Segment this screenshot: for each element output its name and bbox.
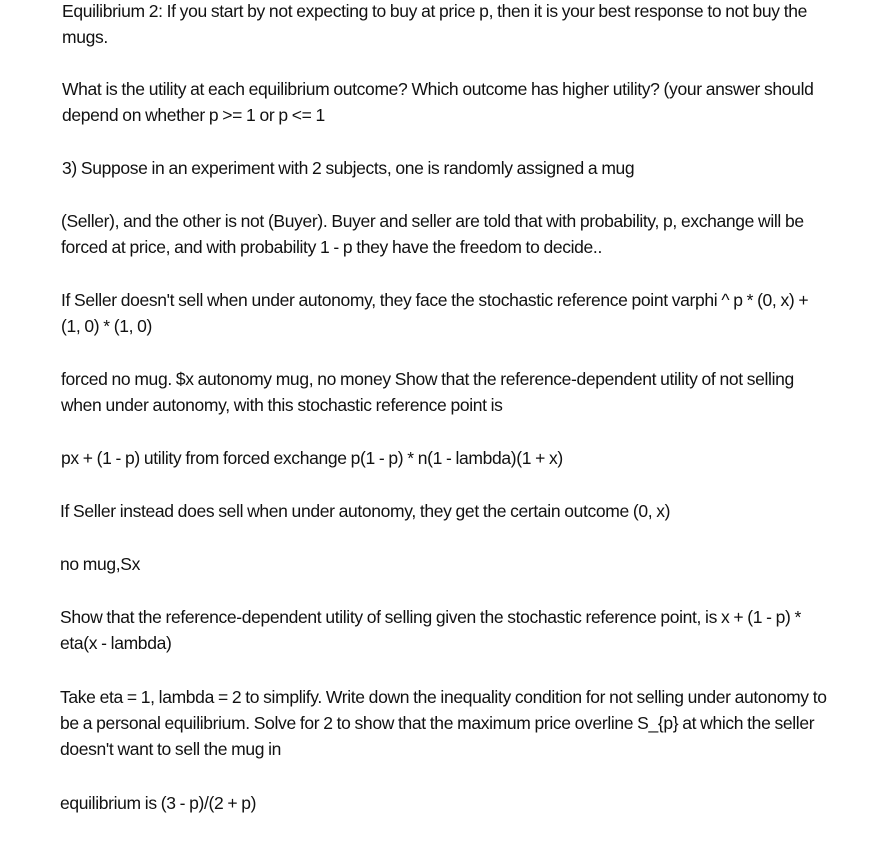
paragraph-seller-buyer: (Seller), and the other is not (Buyer). Buyer and seller are told that with probability, p, exchange will be forced at price, and with probability 1 - p they have the freedom to decide.. [61, 211, 804, 257]
paragraph-experiment-intro: 3) Suppose in an experiment with 2 subjects, one is randomly assigned a mug [62, 158, 635, 178]
paragraph-take-eta-lambda: Take eta = 1, lambda = 2 to simplify. Write down the inequality condition for not selling under autonomy to be a personal equilibrium. Solve for 2 to show that the maximum price overline S_{p} at which the seller doesn't want to sell the mug in [60, 687, 827, 759]
paragraph-forced-exchange-utility: px + (1 - p) utility from forced exchange p(1 - p) * n(1 - lambda)(1 + x) [61, 448, 563, 468]
paragraph-equilibrium-result: equilibrium is (3 - p)/(2 + p) [60, 793, 257, 813]
paragraph-stochastic-reference: If Seller doesn't sell when under autonomy, they face the stochastic reference point varphi ^ p * (0, x) + (1, 0) * (1, 0) [61, 290, 809, 336]
paragraph-forced-no-mug: forced no mug. $x autonomy mug, no money Show that the reference-dependent utility of not selling when under autonomy, with this stochastic reference point is [61, 369, 794, 415]
paragraph-no-mug-sx: no mug,Sx [60, 554, 141, 574]
paragraph-seller-sells: If Seller instead does sell when under autonomy, they get the certain outcome (0, x) [60, 501, 671, 521]
paragraph-equilibrium-2: Equilibrium 2: If you start by not expecting to buy at price p, then it is your best response to not buy the mugs. [62, 1, 807, 47]
paragraph-utility-question: What is the utility at each equilibrium outcome? Which outcome has higher utility? (your answer should depend on whether p >= 1 or p <= 1 [62, 79, 814, 125]
paragraph-selling-utility: Show that the reference-dependent utility of selling given the stochastic reference point, is x + (1 - p) * eta(x - lambda) [60, 607, 801, 653]
